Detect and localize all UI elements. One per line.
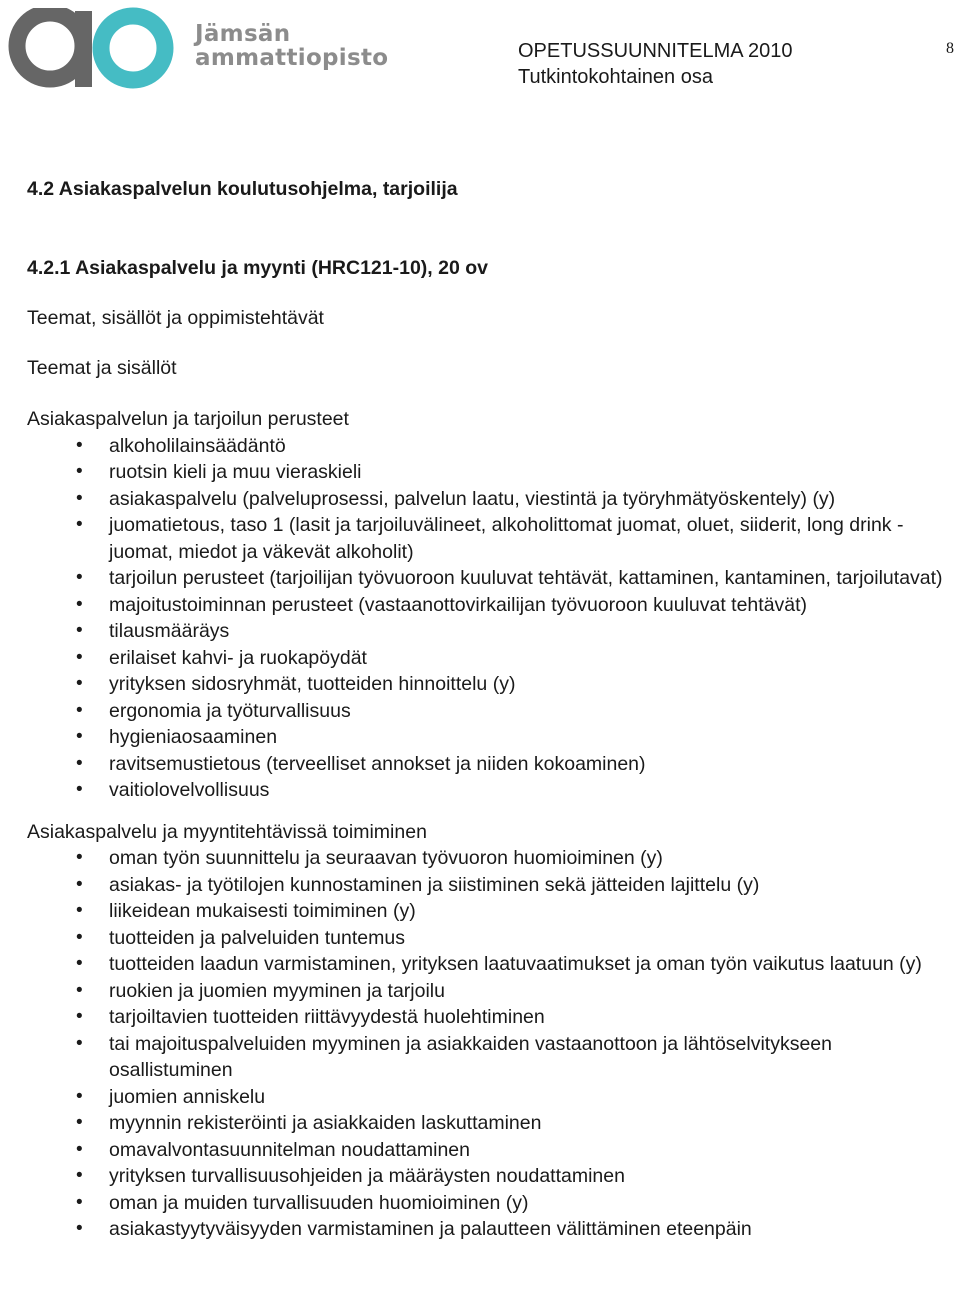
list-item: • juomien anniskelu [27,1084,947,1111]
themes-heading: Teemat, sisällöt ja oppimistehtävät [27,307,324,329]
logo-wordmark [195,22,388,70]
list-item: • oman ja muiden turvallisuuden huomioiminen (y) [27,1190,947,1217]
list-item: • majoitustoiminnan perusteet (vastaanottovirkailijan työvuoroon kuuluvat tehtävät) [27,592,947,619]
list-item: • ravitsemustietous (terveelliset annokset ja niiden kokoaminen) [27,751,947,778]
list-item: • hygieniaosaaminen [27,724,947,751]
list-item: • tarjoiltavien tuotteiden riittävyydestä huolehtiminen [27,1004,947,1031]
section-basics-title: Asiakaspalvelun ja tarjoilun perusteet [27,408,349,430]
document-body [27,176,947,1243]
header-title: OPETUSSUUNNITELMA 2010 [518,40,793,62]
subsection-heading-4-2-1: 4.2.1 Asiakaspalvelu ja myynti (HRC121-10), 20 ov [27,256,489,279]
section-basics-list [27,433,947,804]
list-item: • omavalvontasuunnitelman noudattaminen [27,1137,947,1164]
section-heading-4-2: 4.2 Asiakaspalvelun koulutusohjelma, tarjoilija [27,178,458,200]
list-item: • asiakastyytyväisyyden varmistaminen ja palautteen välittäminen eteenpäin [27,1216,947,1243]
list-item: • ergonomia ja työturvallisuus [27,698,947,725]
section-sales-list [27,845,947,1243]
list-item: • vaitiolovelvollisuus [27,777,947,804]
list-item: • yrityksen turvallisuusohjeiden ja määräysten noudattaminen [27,1163,947,1190]
list-item: • oman työn suunnittelu ja seuraavan työvuoron huomioiminen (y) [27,845,947,872]
list-item: • yrityksen sidosryhmät, tuotteiden hinnoittelu (y) [27,671,947,698]
list-item: • liikeidean mukaisesti toimiminen (y) [27,898,947,925]
list-item: • asiakas- ja työtilojen kunnostaminen ja siistiminen sekä jätteiden lajittelu (y) [27,872,947,899]
list-item: • tarjoilun perusteet (tarjoilijan työvuoroon kuuluvat tehtävät, kattaminen, kantaminen, tarjoilutavat) [27,565,947,592]
list-item: • asiakaspalvelu (palveluprosessi, palvelun laatu, viestintä ja työryhmätyöskentely) (y) [27,486,947,513]
list-item: • myynnin rekisteröinti ja asiakkaiden laskuttaminen [27,1110,947,1137]
logo-line-1: Jämsän [195,21,291,47]
header-title-block [518,38,793,90]
logo-letter-a [0,0,100,87]
logo-letter-o [101,16,165,80]
list-item: • ruotsin kieli ja muu vieraskieli [27,459,947,486]
page-number: 8 [946,40,954,57]
logo-line-2: ammattiopisto [195,45,389,71]
list-item: • alkoholilainsäädäntö [27,433,947,460]
list-item: • tilausmääräys [27,618,947,645]
list-item: • erilaiset kahvi- ja ruokapöydät [27,645,947,672]
list-item: • tuotteiden ja palveluiden tuntemus [27,925,947,952]
section-sales-title: Asiakaspalvelu ja myyntitehtävissä toimiminen [27,820,427,843]
themes-content-heading: Teemat ja sisällöt [27,356,177,379]
list-item: • tuotteiden laadun varmistaminen, yrityksen laatuvaatimukset ja oman työn vaikutus laatuun (y) [27,951,947,978]
header-subtitle: Tutkintokohtainen osa [518,66,713,88]
list-item: • tai majoituspalveluiden myyminen ja asiakkaiden vastaanottoon ja lähtöselvitykseen osallistuminen [27,1031,947,1084]
list-item: • ruokien ja juomien myyminen ja tarjoilu [27,978,947,1005]
list-item: • juomatietous, taso 1 (lasit ja tarjoiluvälineet, alkoholittomat juomat, oluet, siiderit, long drink -juomat, miedot ja väkevät alkoholit) [27,512,947,565]
